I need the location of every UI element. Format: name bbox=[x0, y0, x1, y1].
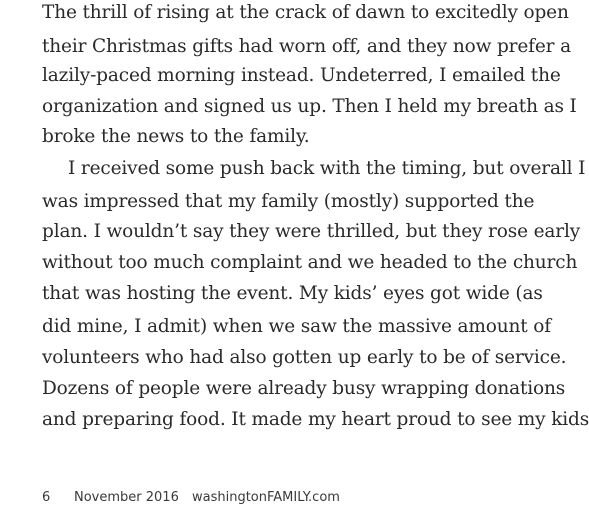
article-line: without too much complaint and we headed to the church bbox=[42, 252, 578, 273]
article-line: volunteers who had also gotten up early to be of service. bbox=[42, 347, 567, 368]
article-line: was impressed that my family (mostly) supported the bbox=[42, 191, 535, 212]
issue-date: November 2016 bbox=[74, 490, 179, 505]
page-number: 6 bbox=[42, 490, 51, 505]
article-line: lazily-paced morning instead. Undeterred, I emailed the bbox=[42, 65, 561, 86]
article-line: broke the news to the family. bbox=[42, 126, 310, 147]
article-line: and preparing food. It made my heart proud to see my kids bbox=[42, 409, 589, 430]
article-line: organization and signed us up. Then I held my breath as I bbox=[42, 96, 577, 117]
article-line: did mine, I admit) when we saw the massive amount of bbox=[42, 316, 551, 337]
article-line: that was hosting the event. My kids’ eyes got wide (as bbox=[42, 283, 543, 304]
publication-url: washingtonFAMILY.com bbox=[192, 490, 340, 505]
article-line-indented: I received some push back with the timing, but overall I bbox=[68, 158, 586, 179]
article-line: The thrill of rising at the crack of dawn to excitedly open bbox=[42, 2, 569, 23]
article-line: their Christmas gifts had worn off, and they now prefer a bbox=[42, 36, 571, 57]
article-line: Dozens of people were already busy wrapping donations bbox=[42, 378, 566, 399]
article-line: plan. I wouldn’t say they were thrilled, but they rose early bbox=[42, 221, 581, 242]
